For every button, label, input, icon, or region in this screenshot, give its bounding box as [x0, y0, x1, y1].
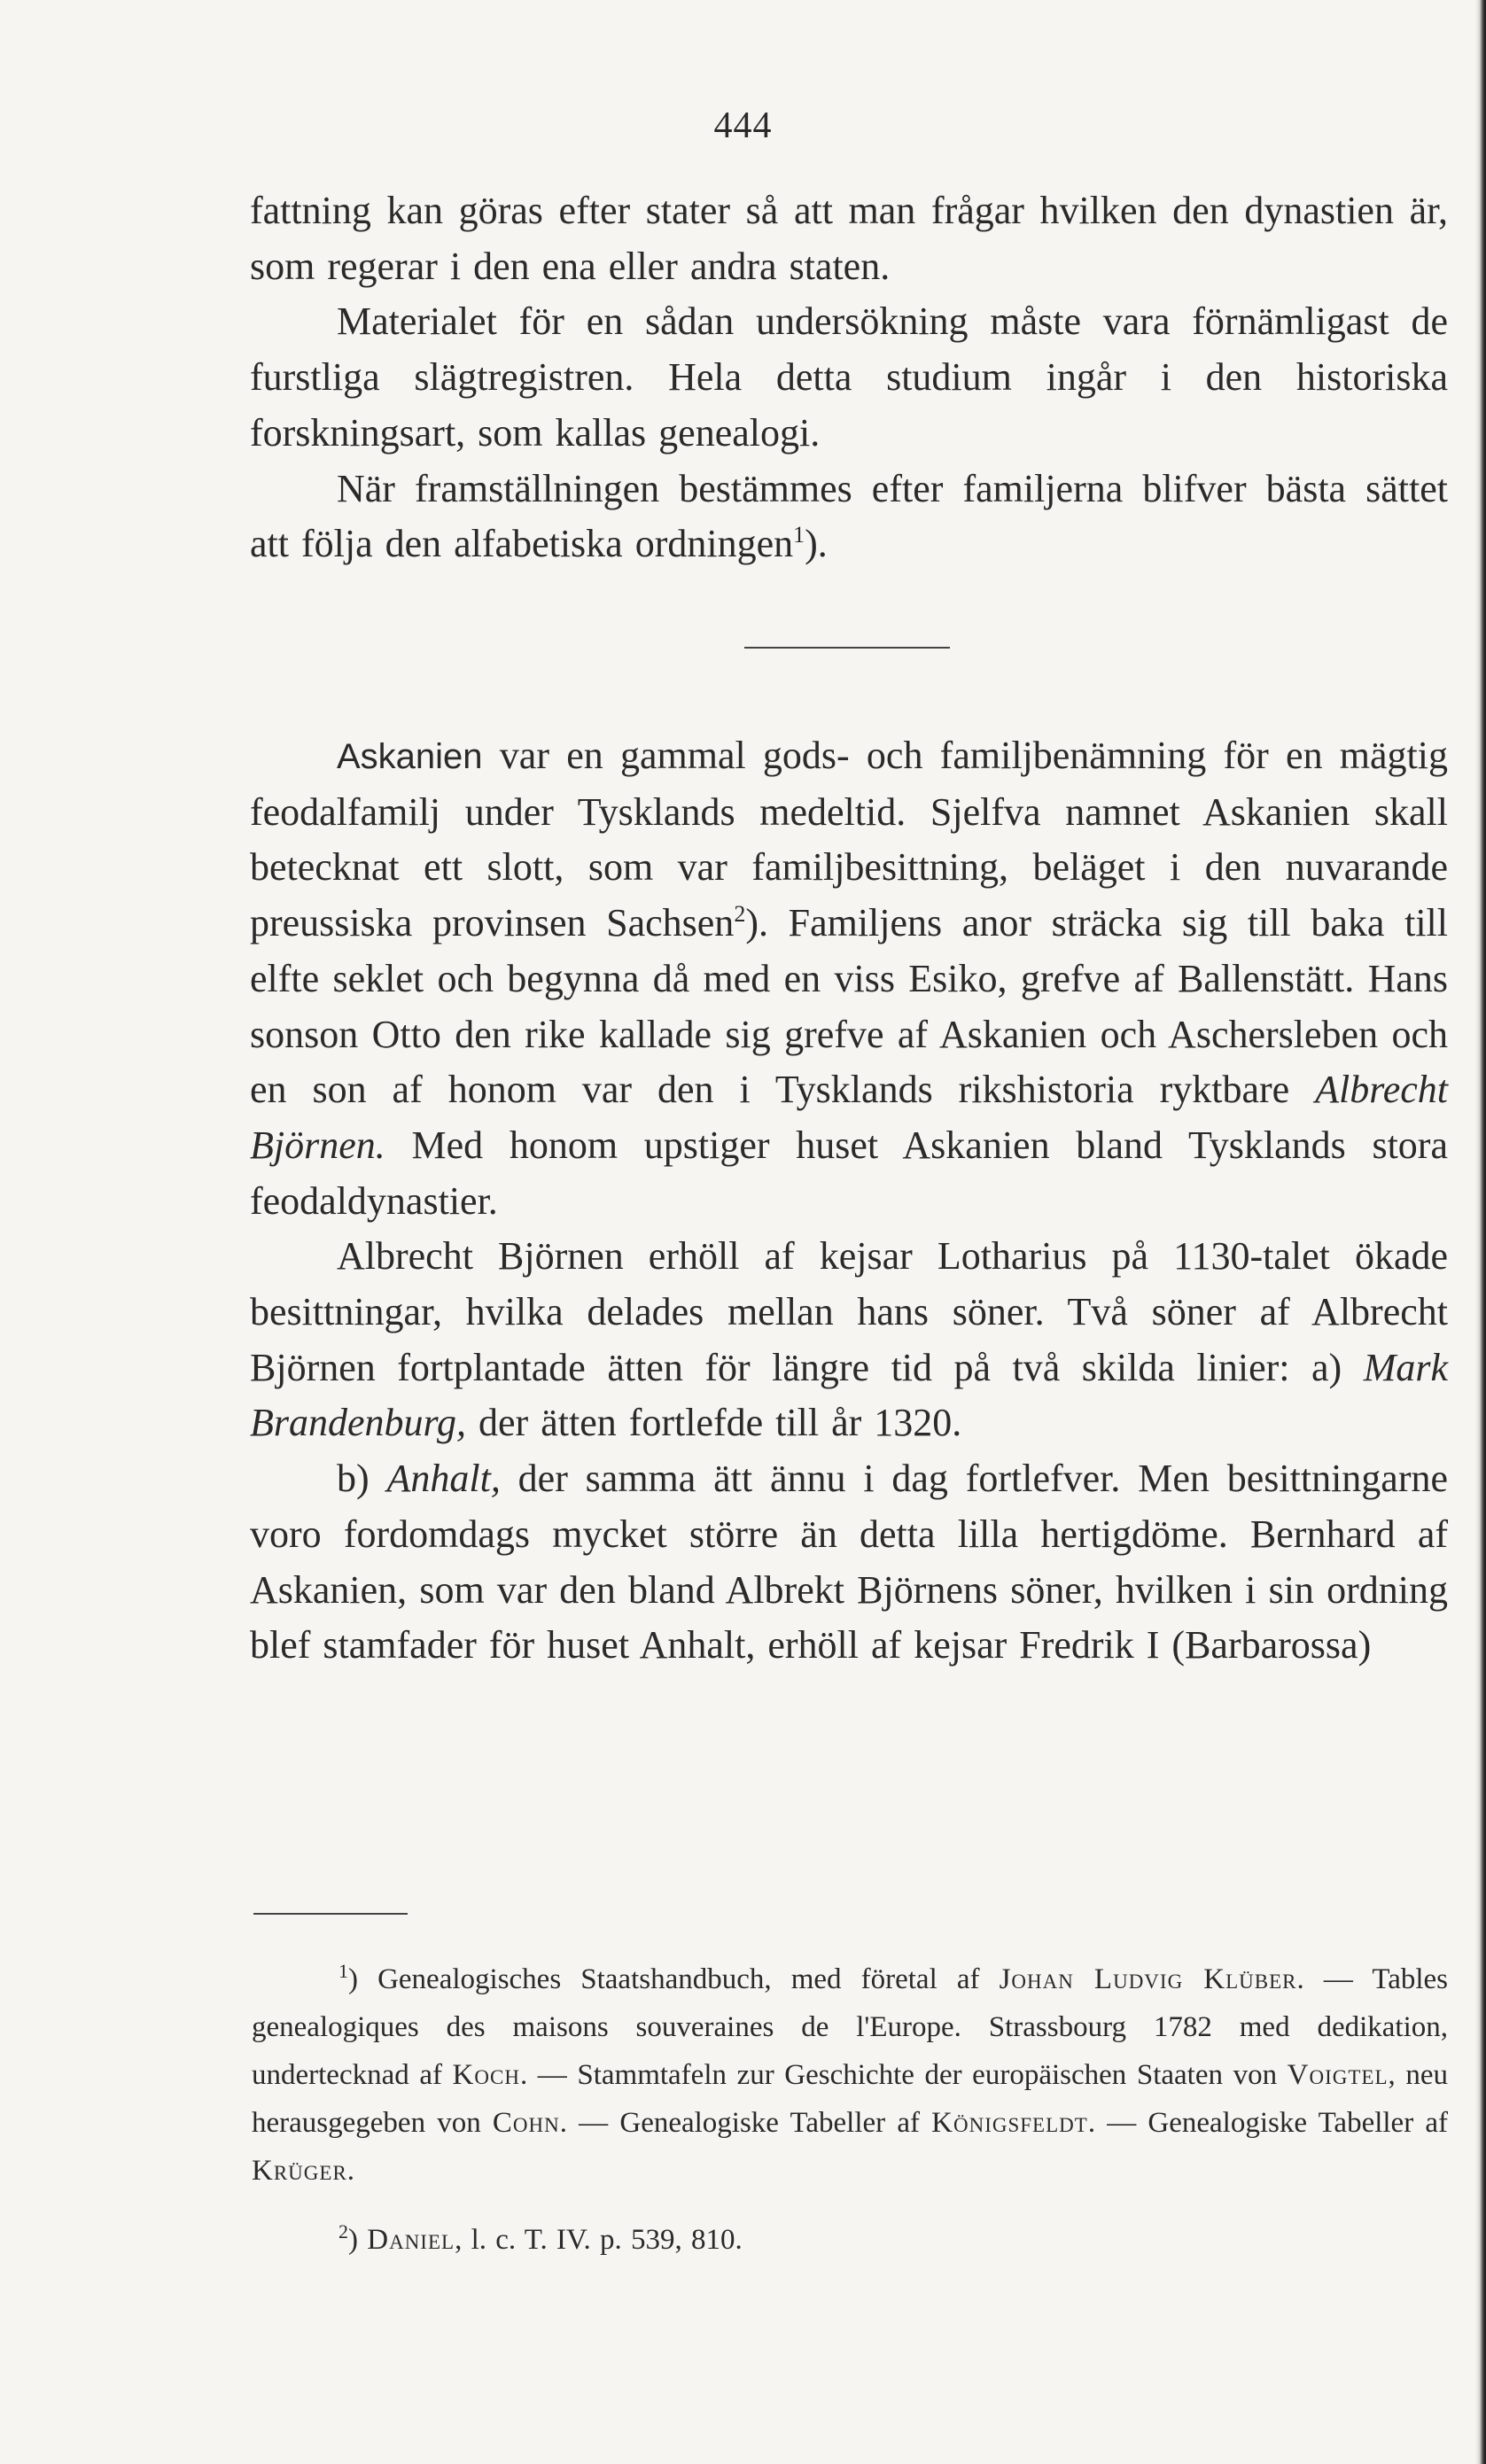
- footnote-1-name-6: Krüger: [252, 2155, 347, 2187]
- askanien-p1-emphasis: Albrecht Björnen.: [250, 1068, 1448, 1167]
- intro-line-2: Materialet för en sådan undersökning måste vara förnämligast de furstliga slägtregistren. Hela detta studium ingår i den historiska forskningsart, som kallas genealogi.: [250, 299, 1448, 455]
- page-number: 444: [713, 105, 773, 146]
- footnote-2-name: Daniel: [367, 2224, 455, 2256]
- footnote-1-name-5: Königsfeldt: [931, 2107, 1088, 2139]
- intro-line-3-tail: ).: [805, 522, 828, 566]
- footnote-2-mark: 2: [338, 2220, 348, 2242]
- intro-line-1: fattning kan göras efter stater så att man frågar hvilken den dynastien är, som regerar i den ena eller andra staten.: [250, 189, 1448, 288]
- askanien-p2-emphasis: Mark Brandenburg,: [250, 1345, 1448, 1445]
- footnote-2-a: ): [348, 2224, 368, 2256]
- footnotes: [252, 1955, 1448, 2264]
- askanien-p3-a: b): [337, 1457, 387, 1501]
- askanien-p3-emphasis: Anhalt,: [386, 1457, 501, 1501]
- footnote-ref-2[interactable]: 2: [734, 901, 746, 928]
- askanien-p1-a: var en gammal gods- och familjbenämning för en mägtig feodalfamilj under Tysklands medeltid. Sjelfva namnet Askanien skall betecknat ett slott, som var familjbesittning, beläget i den nuvarande preussiska provinsen Sachsen: [250, 734, 1448, 945]
- footnote-1-name-2: Koch: [452, 2059, 520, 2091]
- footnote-1-mark: 1: [338, 1960, 348, 1982]
- footnote-divider: [253, 1913, 408, 1915]
- askanien-p1-b: ). Familjens anor sträcka sig till baka till elfte seklet och begynna då med en viss Esiko, grefve af Ballenstätt. Hans sonson Otto den rike kallade sig grefve af Askanien och Aschersleben och en son af honom var den i Tysklands rikshistoria ryktbare: [250, 901, 1448, 1112]
- askanien-paragraph-3: [250, 1451, 1448, 1674]
- footnote-1-g: .: [346, 2155, 355, 2187]
- footnote-1: [252, 1955, 1448, 2195]
- askanien-text-block: [250, 728, 1448, 1674]
- footnote-1-e: . — Genealogiske Tabeller af: [559, 2107, 932, 2139]
- intro-text-block: [250, 183, 1448, 572]
- footnote-1-name-3: Voigtel: [1287, 2059, 1389, 2091]
- footnote-2: [252, 2216, 1448, 2264]
- footnote-1-d: , neu herausgegeben von: [252, 2059, 1448, 2139]
- askanien-paragraph-1: [250, 728, 1448, 1229]
- section-divider: [744, 647, 950, 649]
- footnote-1-a: ) Genealogisches Staatshandbuch, med företal af: [348, 1963, 1000, 1995]
- intro-paragraph-2: [250, 294, 1448, 461]
- page-edge-shadow: [1475, 0, 1486, 2464]
- lead-word-askanien: Askanien: [337, 737, 483, 776]
- askanien-p3-b: der samma ätt ännu i dag fortlefver. Men besittningarne voro fordomdags mycket större än detta lilla hertigdöme. Bernhard af Askanien, som var den bland Albrekt Björnens söner, hvilken i sin ordning blef stamfader för huset Anhalt, erhöll af kejsar Fredrik I (Barbarossa): [250, 1457, 1449, 1667]
- askanien-p1-c: Med honom upstiger huset Askanien bland Tysklands stora feodaldynastier.: [250, 1123, 1448, 1223]
- askanien-p2-b: der ätten fortlefde till år 1320.: [466, 1401, 962, 1445]
- intro-paragraph-3: [250, 462, 1448, 572]
- footnote-2-b: , l. c. T. IV. p. 539, 810.: [455, 2224, 743, 2256]
- intro-paragraph-1: [250, 183, 1448, 294]
- footnote-ref-1[interactable]: 1: [793, 522, 805, 548]
- footnote-1-c: . — Stammtafeln zur Geschichte der europäischen Staaten von: [519, 2059, 1288, 2091]
- footnote-1-b: . — Tables genealogiques des maisons souveraines de l'Europe. Strassbourg 1782 med dedikation, undertecknad af: [252, 1963, 1449, 2091]
- footnote-1-name-1: Johan Ludvig Klüber: [999, 1963, 1297, 1995]
- askanien-paragraph-2: [250, 1229, 1448, 1451]
- footnote-1-f: . — Genealogiske Tabeller af: [1087, 2107, 1449, 2139]
- intro-line-3-text: När framställningen bestämmes efter familjerna blifver bästa sättet att följa den alfabetiska ordningen: [250, 466, 1448, 566]
- askanien-p2-a: Albrecht Björnen erhöll af kejsar Lotharius på 1130-talet ökade besittningar, hvilka delades mellan hans söner. Två söner af Albrecht Björnen fortplantade ätten för längre tid på två skilda linier: a): [250, 1234, 1448, 1389]
- footnote-1-name-4: Cohn: [492, 2107, 560, 2139]
